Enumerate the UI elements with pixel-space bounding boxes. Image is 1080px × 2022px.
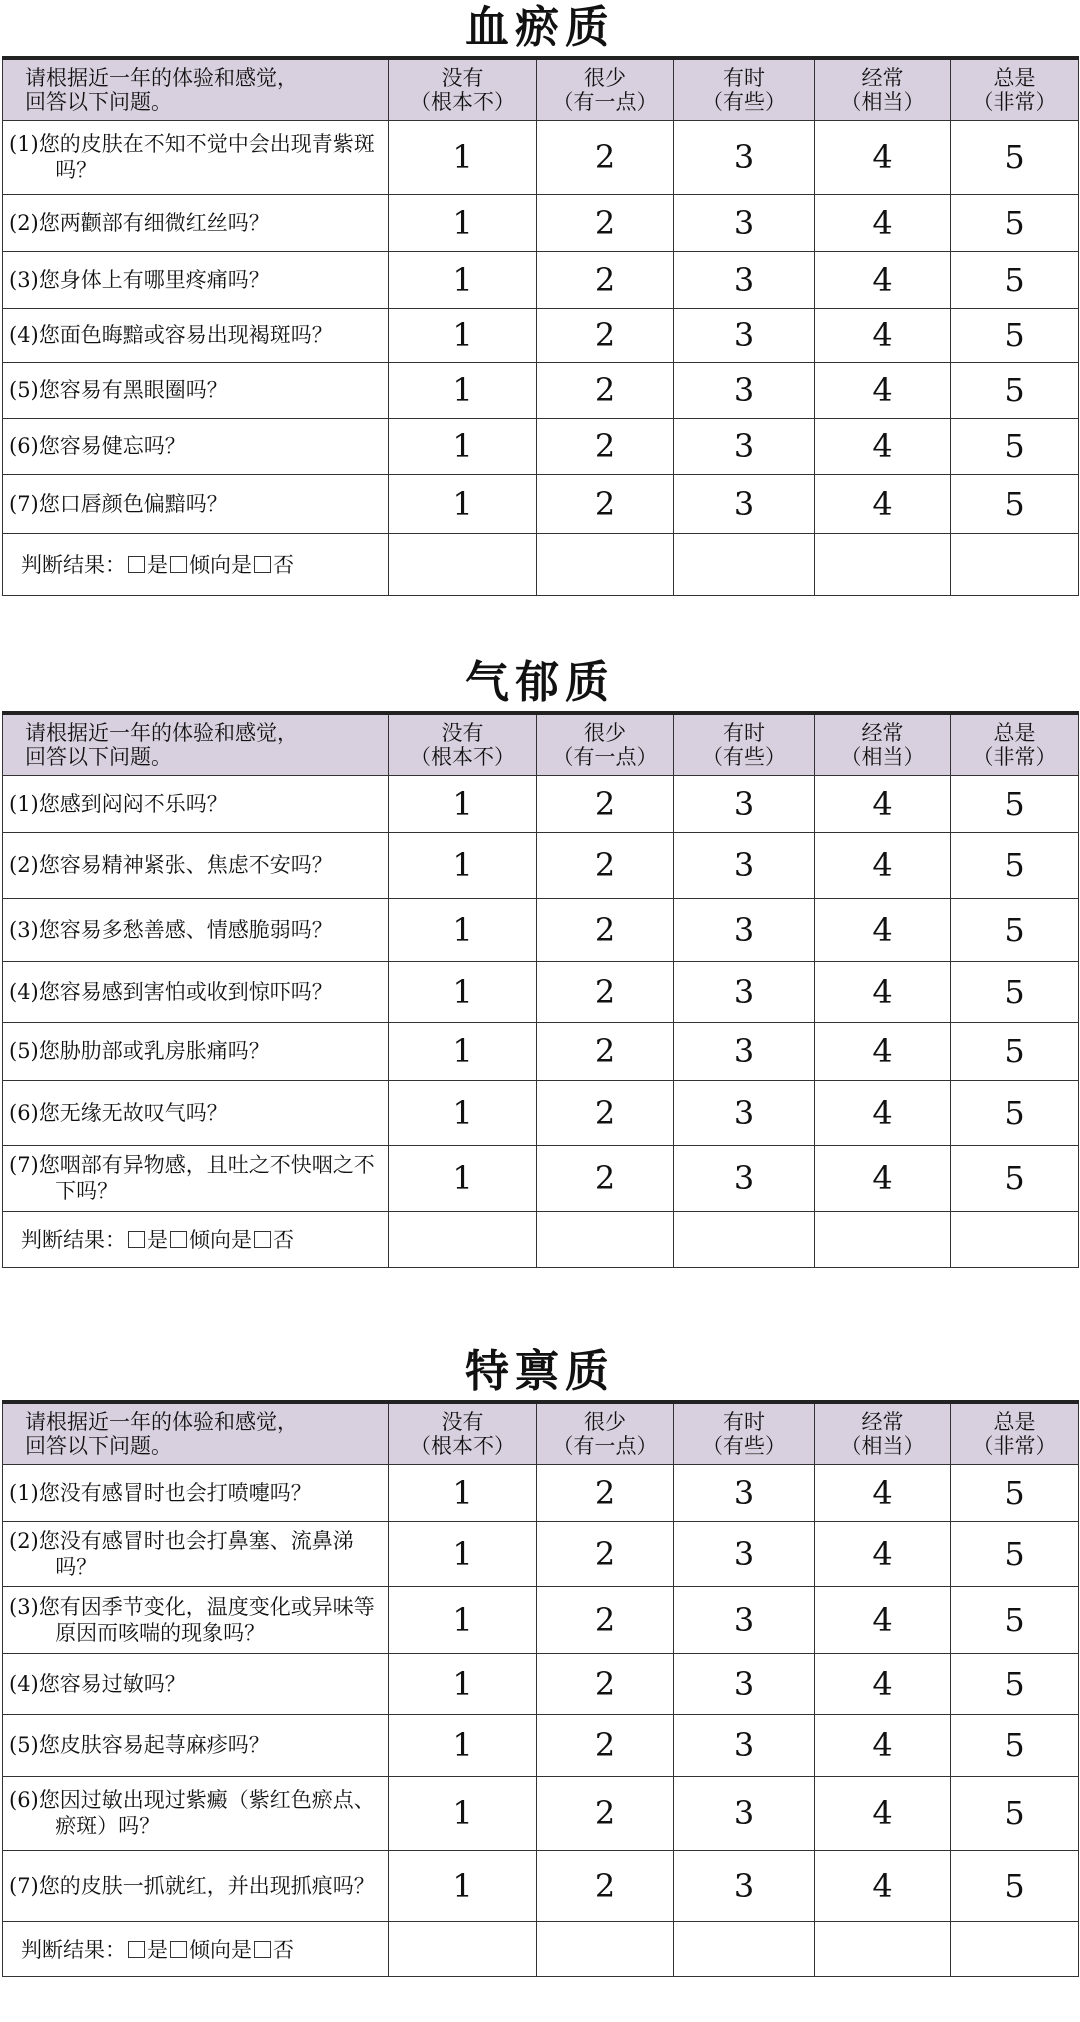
score-option-3[interactable]: 3 — [674, 251, 815, 308]
score-option-1[interactable]: 1 — [389, 1080, 537, 1145]
score-option-2[interactable]: 2 — [537, 362, 674, 418]
score-option-1[interactable]: 1 — [389, 120, 537, 194]
question-row — [3, 418, 1079, 474]
section-title: 特禀质 — [465, 1346, 615, 1397]
score-option-4[interactable]: 4 — [815, 898, 951, 961]
verdict-option-yes: 是 — [147, 1228, 168, 1252]
question-row — [3, 1850, 1079, 1921]
question-text: (6)您因过敏出现过紫癜（紫红色瘀点、瘀斑）吗？ — [9, 1788, 375, 1838]
question-row — [3, 1714, 1079, 1776]
column-header-sub: （有一点） — [552, 1433, 658, 1458]
score-option-5[interactable]: 5 — [951, 1080, 1079, 1145]
verdict-option-yes: 是 — [147, 553, 168, 577]
column-header-sub: （有一点） — [552, 744, 658, 769]
column-header-sub: （有些） — [702, 1433, 786, 1458]
column-header-sub: （非常） — [972, 744, 1057, 769]
score-option-5[interactable]: 5 — [951, 1145, 1079, 1211]
question-text: (6)您容易健忘吗？ — [9, 434, 186, 458]
score-option-2[interactable]: 2 — [537, 120, 674, 194]
question-row — [3, 1586, 1079, 1653]
question-row — [3, 1521, 1079, 1586]
score-option-2[interactable]: 2 — [537, 1776, 674, 1850]
score-option-3[interactable]: 3 — [674, 418, 815, 474]
verdict-empty-cell — [537, 1211, 674, 1267]
checkbox-no[interactable] — [254, 1941, 271, 1958]
question-text-cell — [3, 1714, 389, 1776]
score-option-1[interactable]: 1 — [389, 832, 537, 898]
column-header-sub: （相当） — [840, 744, 925, 769]
score-option-4[interactable]: 4 — [815, 1080, 951, 1145]
section-title: 血瘀质 — [465, 2, 615, 53]
question-text: (2)您容易精神紧张、焦虑不安吗？ — [9, 853, 333, 877]
score-option-2[interactable]: 2 — [537, 961, 674, 1022]
verdict-empty-cell — [674, 1211, 815, 1267]
questionnaire-table — [2, 1400, 1079, 1977]
question-row — [3, 898, 1079, 961]
score-option-3[interactable]: 3 — [674, 1145, 815, 1211]
verdict-empty-cell — [815, 1921, 951, 1976]
question-text-cell — [3, 1521, 389, 1586]
score-option-4[interactable]: 4 — [815, 1586, 951, 1653]
score-option-3[interactable]: 3 — [674, 308, 815, 362]
score-option-3[interactable]: 3 — [674, 362, 815, 418]
score-option-5[interactable]: 5 — [951, 1586, 1079, 1653]
question-row — [3, 251, 1079, 308]
question-text: (4)您容易过敏吗？ — [9, 1671, 186, 1696]
verdict-cell — [3, 533, 389, 595]
score-option-4[interactable]: 4 — [815, 1521, 951, 1586]
question-text-cell — [3, 1464, 389, 1521]
column-header-main: 没有 — [441, 1409, 484, 1434]
column-header-main: 没有 — [441, 720, 484, 745]
checkbox-no[interactable] — [254, 1231, 271, 1248]
score-option-4[interactable]: 4 — [815, 120, 951, 194]
column-header-4 — [815, 58, 951, 120]
question-row — [3, 1080, 1079, 1145]
score-option-5[interactable]: 5 — [951, 474, 1079, 533]
verdict-option-lean: 倾向是 — [189, 1937, 252, 1962]
verdict-option-no: 否 — [273, 1937, 294, 1962]
score-option-2[interactable]: 2 — [537, 194, 674, 251]
question-row — [3, 1464, 1079, 1521]
column-header-sub: （根本不） — [410, 744, 515, 769]
score-option-1[interactable]: 1 — [389, 1653, 537, 1714]
score-option-1[interactable]: 1 — [389, 194, 537, 251]
score-option-4[interactable]: 4 — [815, 1850, 951, 1921]
checkbox-lean[interactable] — [170, 556, 187, 573]
question-text: (7)您咽部有异物感，且吐之不快咽之不下吗？ — [9, 1153, 375, 1203]
question-text-cell — [3, 418, 389, 474]
score-option-5[interactable]: 5 — [951, 120, 1079, 194]
question-text-cell — [3, 474, 389, 533]
question-text-cell — [3, 961, 389, 1022]
score-option-1[interactable]: 1 — [389, 251, 537, 308]
verdict-label: 判断结果： — [21, 553, 126, 577]
score-option-4[interactable]: 4 — [815, 418, 951, 474]
header-prompt — [3, 713, 389, 775]
score-option-4[interactable]: 4 — [815, 251, 951, 308]
checkbox-no[interactable] — [254, 556, 271, 573]
verdict-empty-cell — [951, 1211, 1079, 1267]
score-option-3[interactable]: 3 — [674, 1776, 815, 1850]
column-header-main: 很少 — [584, 65, 626, 90]
column-header-sub: （相当） — [840, 89, 925, 114]
question-text-cell — [3, 1776, 389, 1850]
question-text-cell — [3, 1022, 389, 1080]
question-row — [3, 474, 1079, 533]
verdict-empty-cell — [951, 533, 1079, 595]
score-option-2[interactable]: 2 — [537, 418, 674, 474]
question-text: (3)您容易多愁善感、情感脆弱吗？ — [9, 917, 333, 942]
verdict-row — [3, 1921, 1079, 1976]
question-row — [3, 120, 1079, 194]
column-header-sub: （有些） — [702, 744, 786, 769]
header-prompt-line2: 回答以下问题。 — [25, 1433, 172, 1458]
header-prompt-line1: 请根据近一年的体验和感觉， — [25, 720, 298, 745]
question-text-cell — [3, 1080, 389, 1145]
score-option-2[interactable]: 2 — [537, 775, 674, 832]
score-option-1[interactable]: 1 — [389, 898, 537, 961]
score-option-5[interactable]: 5 — [951, 1776, 1079, 1850]
question-text-cell — [3, 832, 389, 898]
score-option-2[interactable]: 2 — [537, 1022, 674, 1080]
column-header-sub: （非常） — [972, 89, 1057, 114]
question-text: (5)您胁肋部或乳房胀痛吗？ — [9, 1039, 270, 1063]
score-option-2[interactable]: 2 — [537, 1850, 674, 1921]
question-text-cell — [3, 1850, 389, 1921]
column-header-sub: （有一点） — [552, 89, 658, 114]
question-text: (1)您的皮肤在不知不觉中会出现青紫斑吗？ — [9, 132, 375, 182]
question-text: (2)您两颧部有细微红丝吗？ — [9, 210, 270, 235]
verdict-label: 判断结果： — [21, 1228, 126, 1252]
score-option-4[interactable]: 4 — [815, 775, 951, 832]
question-text-cell — [3, 308, 389, 362]
column-header-main: 有时 — [723, 720, 765, 745]
verdict-empty-cell — [389, 1921, 537, 1976]
question-row — [3, 194, 1079, 251]
verdict-empty-cell — [389, 1211, 537, 1267]
column-header-1 — [389, 58, 537, 120]
header-prompt-line2: 回答以下问题。 — [25, 89, 172, 114]
header-row — [3, 713, 1079, 775]
score-option-4[interactable]: 4 — [815, 308, 951, 362]
question-row — [3, 832, 1079, 898]
score-option-5[interactable]: 5 — [951, 308, 1079, 362]
score-option-3[interactable]: 3 — [674, 1850, 815, 1921]
header-prompt-line1: 请根据近一年的体验和感觉， — [25, 1409, 298, 1434]
verdict-empty-cell — [674, 1921, 815, 1976]
score-option-5[interactable]: 5 — [951, 1714, 1079, 1776]
column-header-1 — [389, 713, 537, 775]
score-option-5[interactable]: 5 — [951, 1653, 1079, 1714]
column-header-4 — [815, 1402, 951, 1464]
question-text: (3)您身体上有哪里疼痛吗？ — [9, 267, 270, 292]
column-header-main: 经常 — [861, 65, 904, 90]
score-option-3[interactable]: 3 — [674, 1080, 815, 1145]
verdict-empty-cell — [674, 533, 815, 595]
header-prompt-line1: 请根据近一年的体验和感觉， — [25, 65, 298, 90]
question-row — [3, 775, 1079, 832]
score-option-1[interactable]: 1 — [389, 1022, 537, 1080]
score-option-3[interactable]: 3 — [674, 1521, 815, 1586]
column-header-2 — [537, 713, 674, 775]
score-option-3[interactable]: 3 — [674, 898, 815, 961]
score-option-2[interactable]: 2 — [537, 898, 674, 961]
column-header-main: 经常 — [861, 1409, 904, 1434]
verdict-row — [3, 533, 1079, 595]
verdict-empty-cell — [537, 1921, 674, 1976]
score-option-1[interactable]: 1 — [389, 961, 537, 1022]
question-text: (2)您没有感冒时也会打鼻塞、流鼻涕吗？ — [9, 1528, 354, 1579]
score-option-3[interactable]: 3 — [674, 1022, 815, 1080]
score-option-2[interactable]: 2 — [537, 1714, 674, 1776]
verdict-empty-cell — [951, 1921, 1079, 1976]
column-header-1 — [389, 1402, 537, 1464]
question-row — [3, 308, 1079, 362]
score-option-3[interactable]: 3 — [674, 120, 815, 194]
checkbox-yes[interactable] — [128, 1941, 145, 1958]
score-option-5[interactable]: 5 — [951, 961, 1079, 1022]
score-option-3[interactable]: 3 — [674, 1464, 815, 1521]
verdict-empty-cell — [815, 533, 951, 595]
score-option-2[interactable]: 2 — [537, 1145, 674, 1211]
question-text: (5)您皮肤容易起荨麻疹吗？ — [9, 1733, 270, 1757]
column-header-3 — [674, 713, 815, 775]
column-header-main: 有时 — [723, 1409, 765, 1434]
question-text: (6)您无缘无故叹气吗？ — [9, 1100, 228, 1125]
score-option-4[interactable]: 4 — [815, 961, 951, 1022]
question-text: (4)您容易感到害怕或收到惊吓吗？ — [9, 979, 333, 1004]
column-header-4 — [815, 713, 951, 775]
question-row — [3, 1145, 1079, 1211]
score-option-2[interactable]: 2 — [537, 1464, 674, 1521]
column-header-main: 很少 — [584, 720, 626, 745]
column-header-5 — [951, 58, 1079, 120]
score-option-5[interactable]: 5 — [951, 832, 1079, 898]
checkbox-lean[interactable] — [170, 1941, 187, 1958]
section-2 — [0, 655, 1080, 1268]
score-option-3[interactable]: 3 — [674, 775, 815, 832]
score-option-1[interactable]: 1 — [389, 1145, 537, 1211]
score-option-5[interactable]: 5 — [951, 1464, 1079, 1521]
question-text: (7)您口唇颜色偏黯吗？ — [9, 491, 228, 516]
score-option-5[interactable]: 5 — [951, 1022, 1079, 1080]
score-option-1[interactable]: 1 — [389, 1850, 537, 1921]
score-option-3[interactable]: 3 — [674, 832, 815, 898]
column-header-sub: （根本不） — [410, 1433, 515, 1458]
questionnaire-table — [2, 56, 1079, 596]
verdict-option-lean: 倾向是 — [189, 553, 252, 577]
score-option-3[interactable]: 3 — [674, 1653, 815, 1714]
score-option-2[interactable]: 2 — [537, 474, 674, 533]
section-3 — [0, 1344, 1080, 1977]
column-header-main: 很少 — [584, 1409, 626, 1434]
score-option-5[interactable]: 5 — [951, 194, 1079, 251]
score-option-1[interactable]: 1 — [389, 1586, 537, 1653]
score-option-4[interactable]: 4 — [815, 1776, 951, 1850]
score-option-2[interactable]: 2 — [537, 832, 674, 898]
column-header-5 — [951, 1402, 1079, 1464]
question-row — [3, 1653, 1079, 1714]
score-option-5[interactable]: 5 — [951, 251, 1079, 308]
score-option-3[interactable]: 3 — [674, 1714, 815, 1776]
section-title: 气郁质 — [465, 657, 615, 708]
score-option-1[interactable]: 1 — [389, 474, 537, 533]
verdict-option-lean: 倾向是 — [189, 1228, 252, 1252]
verdict-cell — [3, 1921, 389, 1976]
score-option-4[interactable]: 4 — [815, 362, 951, 418]
verdict-option-no: 否 — [273, 1228, 294, 1252]
column-header-sub: （相当） — [840, 1433, 925, 1458]
verdict-row — [3, 1211, 1079, 1267]
header-prompt — [3, 1402, 389, 1464]
score-option-2[interactable]: 2 — [537, 308, 674, 362]
score-option-2[interactable]: 2 — [537, 1653, 674, 1714]
column-header-2 — [537, 58, 674, 120]
checkbox-lean[interactable] — [170, 1231, 187, 1248]
question-text: (1)您感到闷闷不乐吗？ — [9, 791, 228, 816]
verdict-cell — [3, 1211, 389, 1267]
score-option-2[interactable]: 2 — [537, 1080, 674, 1145]
header-prompt — [3, 58, 389, 120]
score-option-4[interactable]: 4 — [815, 1714, 951, 1776]
question-text-cell — [3, 1145, 389, 1211]
checkbox-yes[interactable] — [128, 556, 145, 573]
column-header-main: 有时 — [723, 65, 765, 90]
verdict-label: 判断结果： — [21, 1937, 126, 1962]
verdict-empty-cell — [815, 1211, 951, 1267]
score-option-2[interactable]: 2 — [537, 1521, 674, 1586]
column-header-main: 总是 — [993, 1409, 1036, 1434]
score-option-3[interactable]: 3 — [674, 474, 815, 533]
checkbox-yes[interactable] — [128, 1231, 145, 1248]
question-text-cell — [3, 194, 389, 251]
question-text: (1)您没有感冒时也会打喷嚏吗？ — [9, 1480, 312, 1505]
score-option-3[interactable]: 3 — [674, 194, 815, 251]
score-option-1[interactable]: 1 — [389, 418, 537, 474]
column-header-3 — [674, 58, 815, 120]
section-1 — [0, 0, 1080, 596]
question-text: (7)您的皮肤一抓就红，并出现抓痕吗？ — [9, 1873, 375, 1898]
score-option-1[interactable]: 1 — [389, 362, 537, 418]
score-option-4[interactable]: 4 — [815, 832, 951, 898]
score-option-1[interactable]: 1 — [389, 1776, 537, 1850]
question-text: (4)您面色晦黯或容易出现褐斑吗？ — [9, 323, 333, 347]
column-header-sub: （有些） — [702, 89, 786, 114]
header-prompt-line2: 回答以下问题。 — [25, 744, 172, 769]
question-text-cell — [3, 120, 389, 194]
column-header-5 — [951, 713, 1079, 775]
score-option-2[interactable]: 2 — [537, 251, 674, 308]
question-text-cell — [3, 775, 389, 832]
verdict-empty-cell — [537, 533, 674, 595]
question-row — [3, 1022, 1079, 1080]
question-text-cell — [3, 251, 389, 308]
column-header-3 — [674, 1402, 815, 1464]
score-option-4[interactable]: 4 — [815, 1022, 951, 1080]
column-header-sub: （根本不） — [410, 89, 515, 114]
question-text-cell — [3, 1653, 389, 1714]
question-text: (5)您容易有黑眼圈吗？ — [9, 378, 228, 402]
score-option-1[interactable]: 1 — [389, 1521, 537, 1586]
column-header-main: 没有 — [441, 65, 484, 90]
score-option-4[interactable]: 4 — [815, 474, 951, 533]
score-option-5[interactable]: 5 — [951, 418, 1079, 474]
score-option-4[interactable]: 4 — [815, 194, 951, 251]
questionnaire-table — [2, 711, 1079, 1268]
score-option-1[interactable]: 1 — [389, 308, 537, 362]
column-header-sub: （非常） — [972, 1433, 1057, 1458]
column-header-2 — [537, 1402, 674, 1464]
verdict-option-no: 否 — [273, 553, 294, 577]
score-option-5[interactable]: 5 — [951, 1521, 1079, 1586]
question-row — [3, 1776, 1079, 1850]
score-option-3[interactable]: 3 — [674, 1586, 815, 1653]
score-option-4[interactable]: 4 — [815, 1464, 951, 1521]
column-header-main: 经常 — [861, 720, 904, 745]
question-text: (3)您有因季节变化，温度变化或异味等原因而咳喘的现象吗？ — [9, 1594, 375, 1645]
score-option-4[interactable]: 4 — [815, 1145, 951, 1211]
column-header-main: 总是 — [993, 65, 1036, 90]
score-option-5[interactable]: 5 — [951, 1850, 1079, 1921]
score-option-5[interactable]: 5 — [951, 362, 1079, 418]
header-row — [3, 1402, 1079, 1464]
verdict-empty-cell — [389, 533, 537, 595]
question-row — [3, 362, 1079, 418]
score-option-1[interactable]: 1 — [389, 1714, 537, 1776]
question-text-cell — [3, 362, 389, 418]
question-text-cell — [3, 1586, 389, 1653]
question-row — [3, 961, 1079, 1022]
score-option-1[interactable]: 1 — [389, 1464, 537, 1521]
question-text-cell — [3, 898, 389, 961]
score-option-2[interactable]: 2 — [537, 1586, 674, 1653]
score-option-5[interactable]: 5 — [951, 775, 1079, 832]
column-header-main: 总是 — [993, 720, 1036, 745]
score-option-4[interactable]: 4 — [815, 1653, 951, 1714]
score-option-1[interactable]: 1 — [389, 775, 537, 832]
score-option-3[interactable]: 3 — [674, 961, 815, 1022]
score-option-5[interactable]: 5 — [951, 898, 1079, 961]
verdict-option-yes: 是 — [147, 1937, 168, 1962]
header-row — [3, 58, 1079, 120]
